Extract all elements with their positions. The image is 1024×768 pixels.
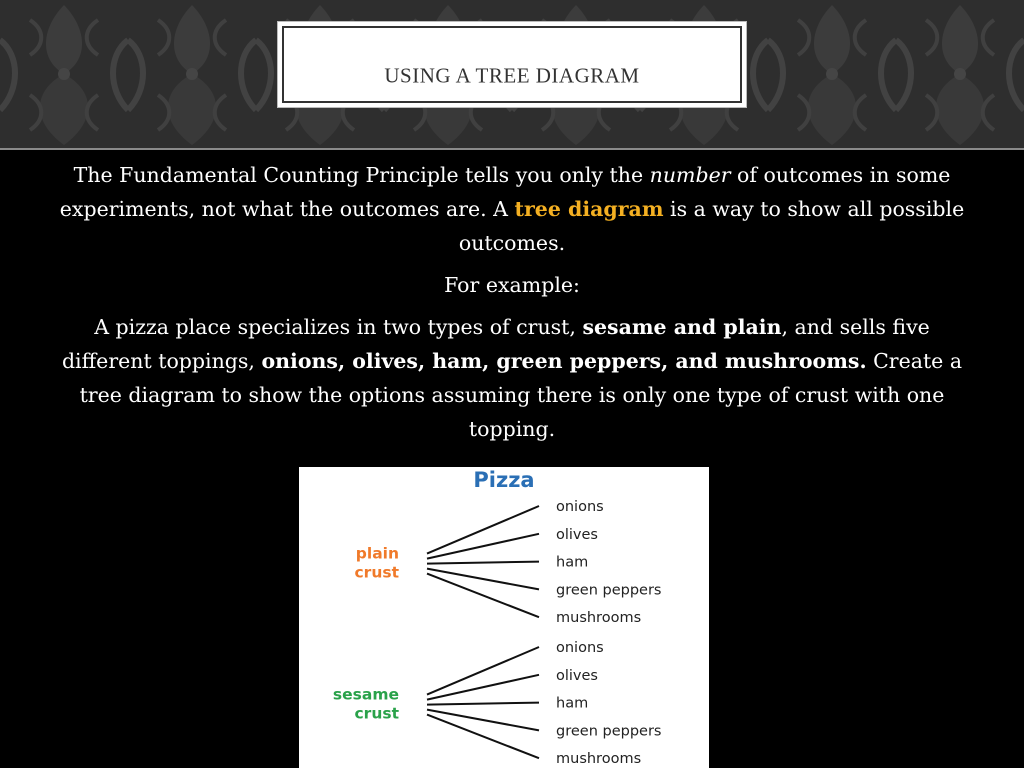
problem-paragraph <box>48 310 976 446</box>
topping-label-1-1: olives <box>556 667 598 684</box>
example-label: For example: <box>444 273 580 297</box>
branch-line-0-4 <box>427 574 539 618</box>
topping-label-1-2: ham <box>556 695 589 712</box>
problem-text-mid: , and sells five different toppings, <box>61 315 930 373</box>
tree-diagram-svg <box>299 467 709 768</box>
banner-divider <box>0 148 1024 150</box>
problem-toppings: onions, olives, ham, green peppers, and mushrooms. <box>261 349 867 373</box>
topping-label-0-4: mushrooms <box>556 610 642 627</box>
tree-diagram-highlight: tree diagram <box>514 197 664 221</box>
topping-label-0-3: green peppers <box>556 582 662 599</box>
topping-label-0-1: olives <box>556 526 598 543</box>
branch-line-1-2 <box>427 703 539 705</box>
intro-paragraph <box>48 158 976 260</box>
intro-text-start: The Fundamental Counting Principle tells you only the <box>73 163 650 187</box>
intro-text-end: is a way to show all possible outcomes. <box>458 197 965 255</box>
topping-label-0-2: ham <box>556 554 589 571</box>
topping-label-1-3: green peppers <box>556 723 662 740</box>
tree-diagram-image <box>299 467 709 768</box>
topping-label-1-4: mushrooms <box>556 751 642 768</box>
branch-label-1-line2: crust <box>354 704 399 723</box>
topping-label-1-0: onions <box>556 640 604 656</box>
branch-line-1-4 <box>427 715 539 759</box>
branch-label-0-line2: crust <box>354 563 399 582</box>
slide-title: USING A TREE DIAGRAM <box>384 63 640 88</box>
topping-label-0-0: onions <box>556 499 604 515</box>
branch-line-1-3 <box>427 710 539 731</box>
intro-text-mid: of outcomes in some experiments, not what the outcomes are. A <box>59 163 951 221</box>
branch-label-0-line1: plain <box>355 544 399 563</box>
branch-line-0-2 <box>427 562 539 564</box>
branch-line-0-3 <box>427 569 539 590</box>
title-box <box>277 21 747 108</box>
problem-crusts: sesame and plain <box>582 315 782 339</box>
header-banner <box>0 0 1024 148</box>
branch-label-1-line1: sesame <box>332 685 399 704</box>
intro-italic-number: number <box>649 163 731 187</box>
problem-text-start: A pizza place specializes in two types of crust, <box>94 315 583 339</box>
tree-title: Pizza <box>473 468 535 492</box>
problem-text-end: Create a tree diagram to show the options assuming there is only one type of crust with one topping. <box>79 349 963 441</box>
slide-body <box>48 158 976 454</box>
